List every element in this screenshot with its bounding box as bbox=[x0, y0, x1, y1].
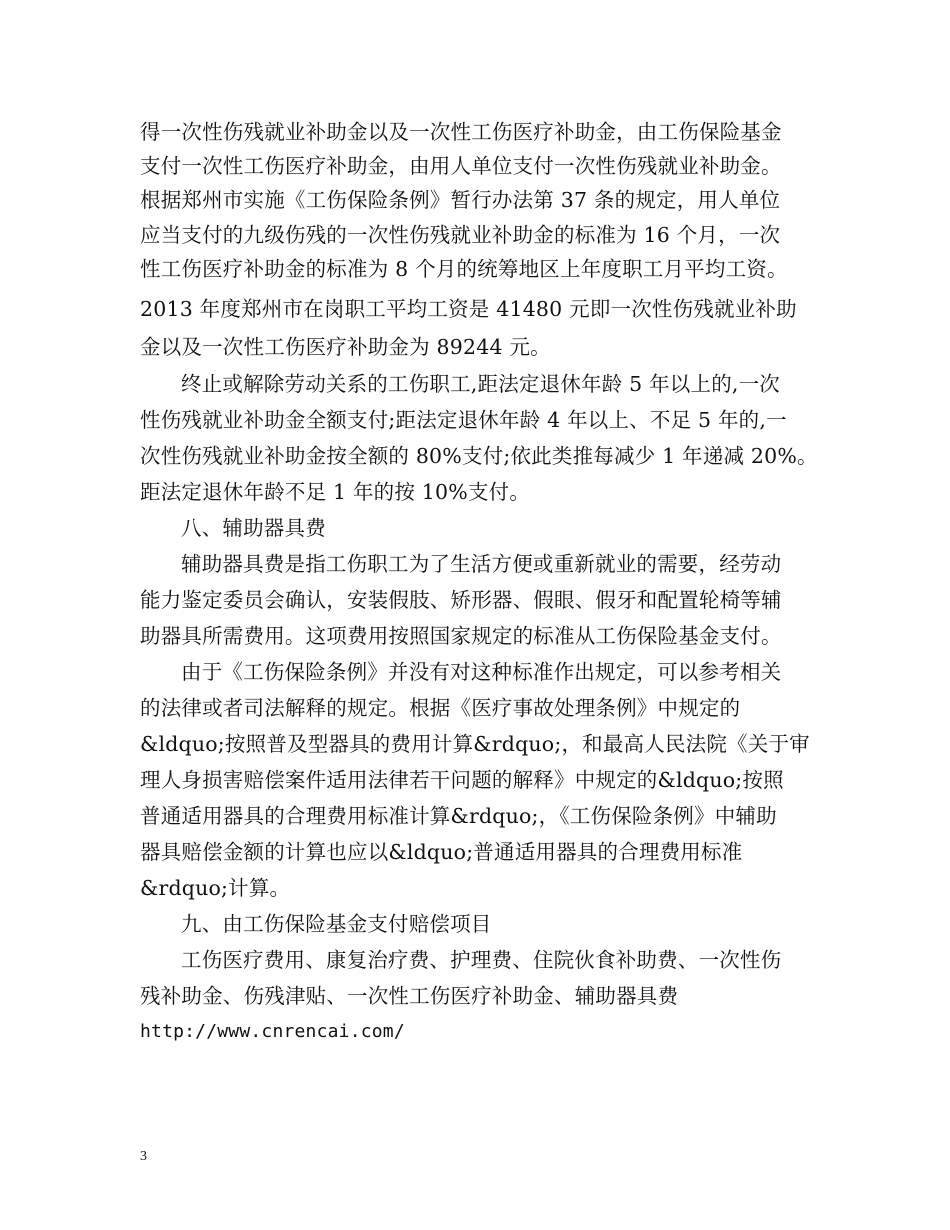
text-line: 支付一次性工伤医疗补助金，由用人单位支付一次性伤残就业补助金。 bbox=[140, 154, 782, 178]
text-line: 性工伤医疗补助金的标准为 8 个月的统筹地区上年度职工月平均工资。 bbox=[140, 257, 788, 281]
text-line: 助器具所需费用。这项费用按照国家规定的标准从工伤保险基金支付。 bbox=[140, 624, 782, 648]
text-line: 2013 年度郑州市在岗职工平均工资是 41480 元即一次性伤残就业补助 bbox=[140, 297, 797, 321]
section-heading: 九、由工伤保险基金支付赔偿项目 bbox=[181, 912, 492, 936]
text-line: &rdquo;计算。 bbox=[140, 876, 291, 900]
text-line: 理人身损害赔偿案件适用法律若干问题的解释》中规定的&ldquo;按照 bbox=[140, 768, 784, 792]
text-line: 的法律或者司法解释的规定。根据《医疗事故处理条例》中规定的 bbox=[140, 696, 741, 720]
text-line: 辅助器具费是指工伤职工为了生活方便或重新就业的需要，经劳动 bbox=[181, 552, 782, 576]
text-line: 残补助金、伤残津贴、一次性工伤医疗补助金、辅助器具费 bbox=[140, 984, 679, 1008]
text-line: 根据郑州市实施《工伤保险条例》暂行办法第 37 条的规定，用人单位 bbox=[140, 188, 781, 212]
text-line: 器具赔偿金额的计算也应以&ldquo;普通适用器具的合理费用标准 bbox=[140, 840, 743, 864]
text-line: 普通适用器具的合理费用标准计算&rdquo;，《工伤保险条例》中辅助 bbox=[140, 804, 777, 828]
text-line: 次性伤残就业补助金按全额的 80%支付;依此类推每减少 1 年递减 20%。 bbox=[140, 444, 818, 468]
text-line: 应当支付的九级伤残的一次性伤残就业补助金的标准为 16 个月，一次 bbox=[140, 223, 781, 247]
text-line: &ldquo;按照普及型器具的费用计算&rdquo;，和最高人民法院《关于审 bbox=[140, 732, 810, 756]
text-line: 金以及一次性工伤医疗补助金为 89244 元。 bbox=[140, 335, 551, 359]
text-line: 由于《工伤保险条例》并没有对这种标准作出规定，可以参考相关 bbox=[181, 660, 782, 684]
text-line: 距法定退休年龄不足 1 年的按 10%支付。 bbox=[140, 480, 531, 504]
section-heading: 八、辅助器具费 bbox=[181, 516, 326, 540]
text-line: 工伤医疗费用、康复治疗费、护理费、住院伙食补助费、一次性伤 bbox=[181, 948, 782, 972]
text-line: 能力鉴定委员会确认，安装假肢、矫形器、假眼、假牙和配置轮椅等辅 bbox=[140, 588, 782, 612]
text-line: 性伤残就业补助金全额支付;距法定退休年龄 4 年以上、不足 5 年的,一 bbox=[140, 408, 787, 432]
page-number: 3 bbox=[140, 1149, 147, 1164]
source-url: http://www.cnrencai.com/ bbox=[140, 1021, 405, 1042]
text-line: 终止或解除劳动关系的工伤职工,距法定退休年龄 5 年以上的,一次 bbox=[181, 372, 781, 396]
text-line: 得一次性伤残就业补助金以及一次性工伤医疗补助金，由工伤保险基金 bbox=[140, 120, 782, 144]
